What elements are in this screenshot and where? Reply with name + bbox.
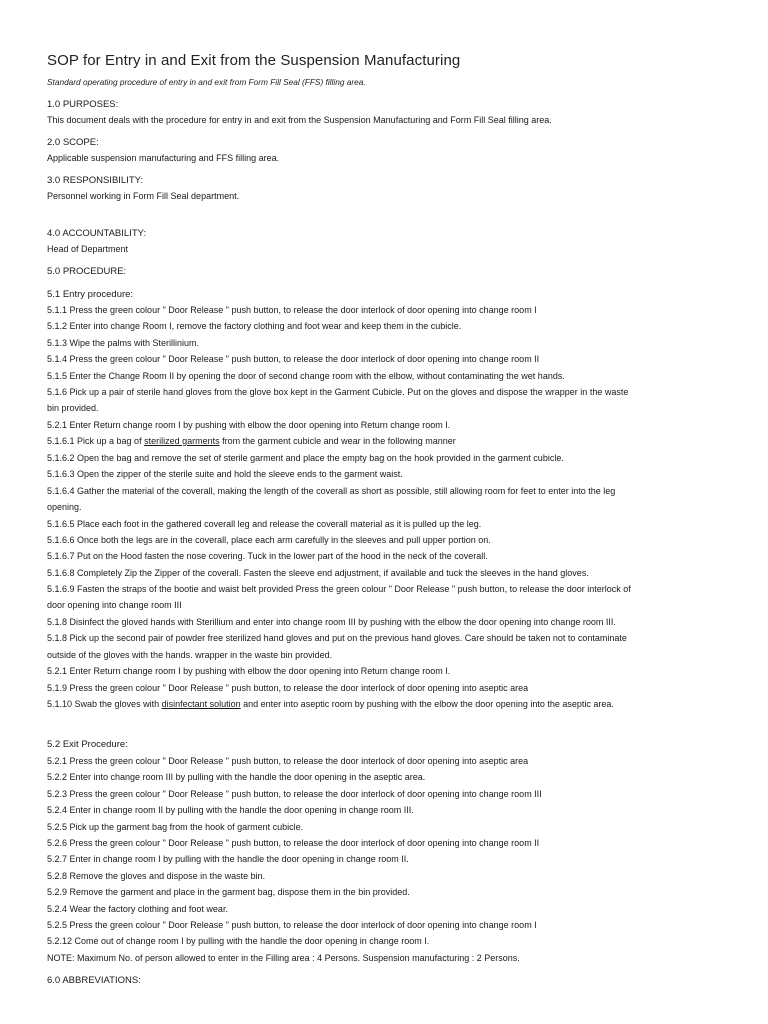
- procedure-step: 5.1.6.4 Gather the material of the coverall, making the length of the coverall as short as possible, still allowing room for feet to enter into the leg: [47, 486, 616, 496]
- procedure-step-cont: bin provided.: [47, 403, 99, 413]
- procedure-step: [47, 435, 456, 447]
- procedure-step: 5.1.6.3 Open the zipper of the sterile suite and hold the sleeve ends to the garment waist.: [47, 469, 403, 479]
- procedure-step: 5.1.6.6 Once both the legs are in the coverall, place each arm carefully in the sleeves and pull upper portion on.: [47, 535, 491, 545]
- procedure-step: 5.1.6.8 Completely Zip the Zipper of the coverall. Fasten the sleeve end adjustment, if available and tuck the sleeves in the hand gloves.: [47, 568, 589, 578]
- page-subtitle: Standard operating procedure of entry in and exit from Form Fill Seal (FFS) filling area.: [47, 77, 366, 87]
- procedure-step-cont: opening.: [47, 502, 82, 512]
- section-text: This document deals with the procedure for entry in and exit from the Suspension Manufacturing and Form Fill Seal filling area.: [47, 115, 552, 125]
- section-heading: 4.0 ACCOUNTABILITY:: [47, 228, 147, 239]
- note-text: NOTE: Maximum No. of person allowed to enter in the Filling area : 4 Persons. Suspension manufacturing : 2 Persons.: [47, 953, 520, 963]
- step-text: 5.1.10 Swab the gloves with: [47, 699, 162, 709]
- procedure-step: 5.2.4 Enter in change room II by pulling with the handle the door opening in change room III.: [47, 805, 414, 815]
- procedure-step: 5.1.6 Pick up a pair of sterile hand gloves from the glove box kept in the Garment Cubicle. Put on the gloves and dispose the wrapper in the waste: [47, 387, 629, 397]
- procedure-step: 5.2.2 Enter into change room III by pulling with the handle the door opening in the aseptic area.: [47, 772, 426, 782]
- procedure-step: 5.2.12 Come out of change room I by pulling with the handle the door opening in change room I.: [47, 936, 430, 946]
- procedure-step-cont: door opening into change room III: [47, 600, 182, 610]
- sterilized-garments-link[interactable]: sterilized garments: [144, 436, 220, 446]
- procedure-step: 5.1.1 Press the green colour " Door Release " push button, to release the door interlock of door opening into change room I: [47, 305, 537, 315]
- procedure-step: 5.1.6.7 Put on the Hood fasten the nose covering. Tuck in the lower part of the hood in the neck of the coverall.: [47, 551, 488, 561]
- section-heading: 1.0 PURPOSES:: [47, 99, 119, 110]
- section-heading: 2.0 SCOPE:: [47, 137, 99, 148]
- subsection-heading: 5.1 Entry procedure:: [47, 289, 134, 300]
- procedure-step: 5.1.6.5 Place each foot in the gathered coverall leg and release the coverall material as it is pulled up the leg.: [47, 519, 482, 529]
- procedure-step: 5.1.9 Press the green colour " Door Release " push button, to release the door interlock of door opening into aseptic area: [47, 683, 529, 693]
- procedure-step: 5.2.6 Press the green colour " Door Release " push button, to release the door interlock of door opening into change room II: [47, 838, 540, 848]
- section-text: Head of Department: [47, 244, 129, 254]
- subsection-heading: 5.2 Exit Procedure:: [47, 739, 128, 750]
- procedure-step: [47, 698, 614, 710]
- procedure-step: 5.1.5 Enter the Change Room II by opening the door of second change room with the elbow, without contaminating the wet hands.: [47, 371, 565, 381]
- procedure-step: 5.1.4 Press the green colour " Door Release " push button, to release the door interlock of door opening into change room II: [47, 354, 540, 364]
- procedure-step: 5.2.4 Wear the factory clothing and foot wear.: [47, 904, 228, 914]
- procedure-step: 5.2.8 Remove the gloves and dispose in the waste bin.: [47, 871, 266, 881]
- procedure-step: 5.1.8 Disinfect the gloved hands with Sterillium and enter into change room III by pushing with the elbow the door opening into change room III.: [47, 617, 616, 627]
- procedure-step: 5.1.2 Enter into change Room I, remove the factory clothing and foot wear and keep them in the cubicle.: [47, 321, 462, 331]
- procedure-step-cont: outside of the gloves with the hands. wrapper in the waste bin provided.: [47, 650, 333, 660]
- procedure-step: 5.1.6.9 Fasten the straps of the bootie and waist belt provided Press the green colour " Door Release " push button, to release the door interlock of: [47, 584, 631, 594]
- procedure-step: 5.2.1 Enter Return change room I by pushing with elbow the door opening into Return change room I.: [47, 420, 451, 430]
- procedure-step: 5.2.9 Remove the garment and place in the garment bag, dispose them in the bin provided.: [47, 887, 410, 897]
- procedure-step: 5.2.1 Press the green colour " Door Release " push button, to release the door interlock of door opening into aseptic area: [47, 756, 529, 766]
- step-text: and enter into aseptic room by pushing with the elbow the door opening into the aseptic area.: [240, 699, 614, 709]
- section-text: Personnel working in Form Fill Seal department.: [47, 191, 240, 201]
- procedure-step: 5.2.5 Press the green colour " Door Release " push button, to release the door interlock of door opening into change room I: [47, 920, 537, 930]
- procedure-step: 5.1.3 Wipe the palms with Sterillinium.: [47, 338, 200, 348]
- procedure-step: 5.1.6.2 Open the bag and remove the set of sterile garment and place the empty bag on the hook provided in the garment cubicle.: [47, 453, 564, 463]
- section-heading: 3.0 RESPONSIBILITY:: [47, 175, 144, 186]
- step-text: 5.1.6.1 Pick up a bag of: [47, 436, 145, 446]
- procedure-step: 5.2.7 Enter in change room I by pulling with the handle the door opening in change room II.: [47, 854, 409, 864]
- step-text: from the garment cubicle and wear in the following manner: [219, 436, 456, 446]
- procedure-step: 5.1.8 Pick up the second pair of powder free sterilized hand gloves and put on the previous hand gloves. Care should be taken not to contaminate: [47, 633, 627, 643]
- page-title: SOP for Entry in and Exit from the Suspension Manufacturing: [47, 52, 461, 69]
- procedure-step: 5.2.5 Pick up the garment bag from the hook of garment cubicle.: [47, 822, 304, 832]
- section-text: Applicable suspension manufacturing and FFS filling area.: [47, 153, 280, 163]
- section-heading: 5.0 PROCEDURE:: [47, 266, 127, 277]
- section-heading: 6.0 ABBREVIATIONS:: [47, 975, 141, 986]
- procedure-step: 5.2.3 Press the green colour " Door Release " push button, to release the door interlock of door opening into change room III: [47, 789, 542, 799]
- disinfectant-solution-link[interactable]: disinfectant solution: [161, 699, 241, 709]
- procedure-step: 5.2.1 Enter Return change room I by pushing with elbow the door opening into Return change room I.: [47, 666, 451, 676]
